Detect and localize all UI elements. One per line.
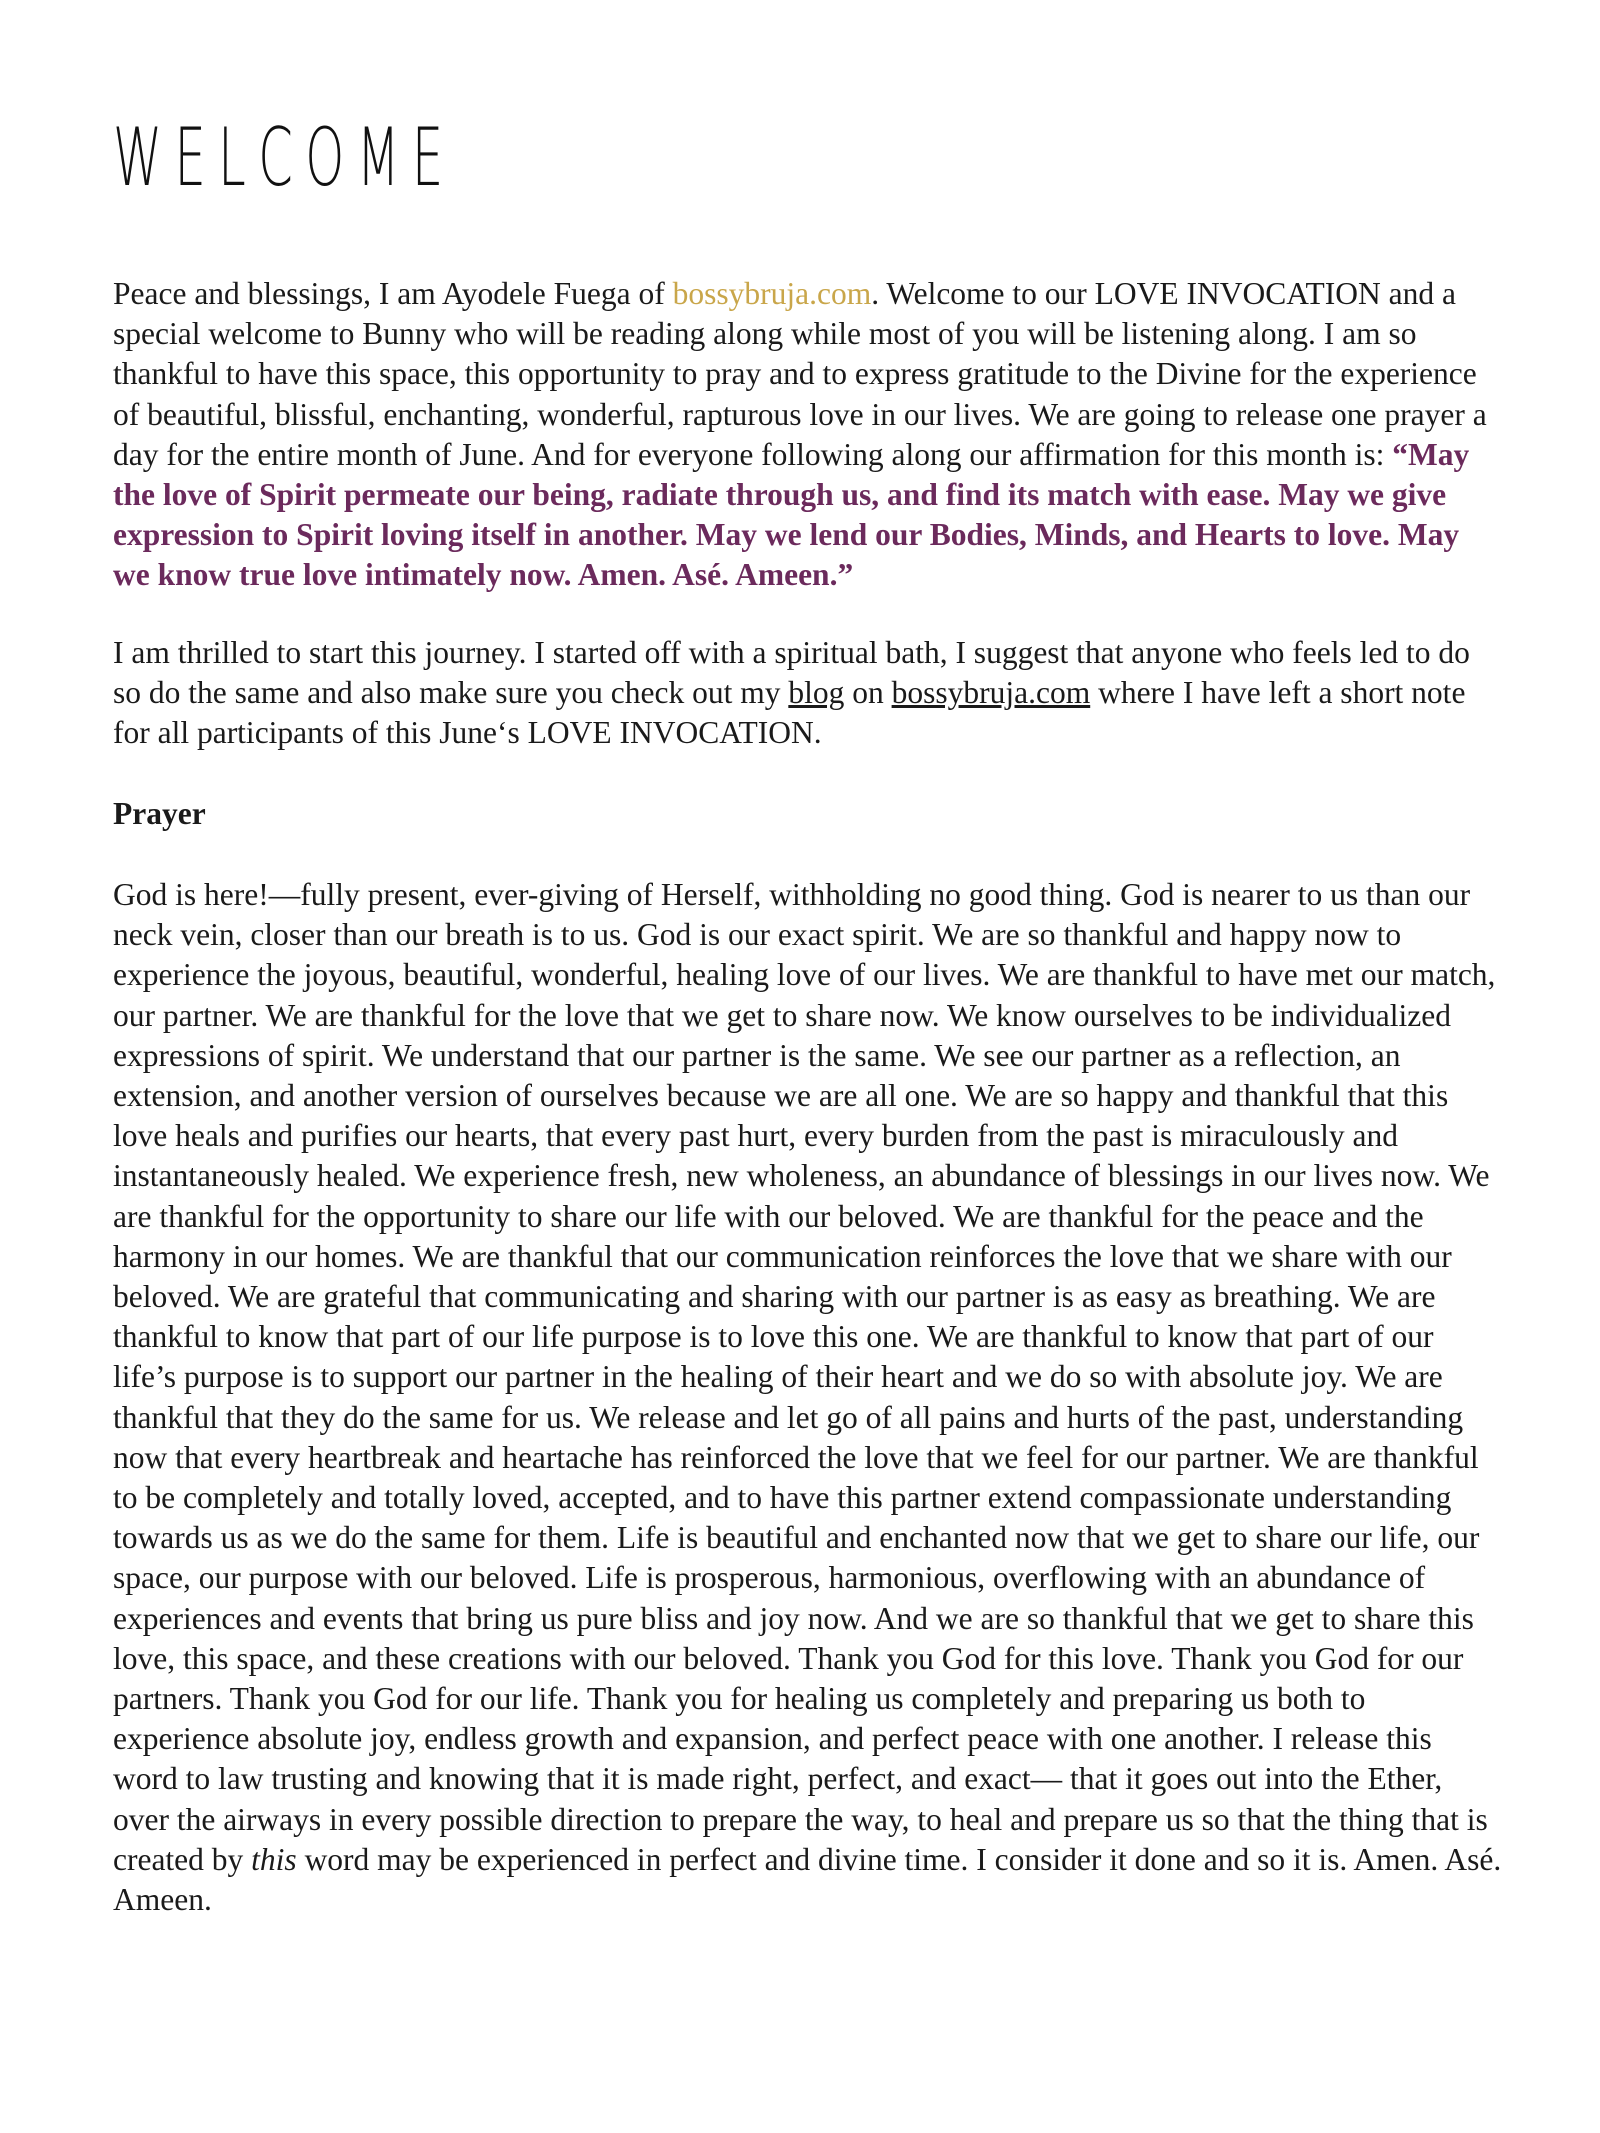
journey-paragraph [113, 633, 1503, 754]
journey-text-start: I am thrilled to start this journey. I started off with a spiritual bath, I suggest that anyone who feels led to do so do the same and also make sure you check out my [113, 635, 1470, 711]
site-name-link[interactable]: bossybruja.com [672, 276, 872, 311]
intro-text-start: Peace and blessings, I am Ayodele Fuega of [113, 276, 673, 311]
journey-text-end: where I have left a short note for all participants of this June‘s LOVE INVOCATION. [113, 675, 1466, 751]
journey-text-on: on [844, 675, 892, 711]
prayer-heading: Prayer [113, 796, 206, 831]
blog-link[interactable]: blog [788, 675, 845, 711]
prayer-text: God is here!—fully present, ever-giving of Herself, withholding no good thing. God is nearer to us than our neck vein, closer than our breath is to us. God is our exact spirit. We are so thankful and happy now to experience the joyous, beautiful, wonderful, healing love of our lives. We are thankful to have met our match, our partner. We are thankful for the love that we get to share now. We know ourselves to be individualized expressions of spirit. We understand that our partner is the same. We see our partner as a reflection, an extension, and another version of ourselves because we are all one. We are so happy and thankful that this love heals and purifies our hearts, that every past hurt, every burden from the past is miraculously and instantaneously healed. We experience fresh, new wholeness, an abundance of blessings in our lives now. We are thankful for the opportunity to share our life with our beloved. We are thankful for the peace and the harmony in our homes. We are thankful that our communication reinforces the love that we share with our beloved. We are grateful that communicating and sharing with our partner is as easy as breathing. We are thankful to know that part of our life purpose is to love this one. We are thankful to know that part of our life’s purpose is to support our partner in the healing of their heart and we do so with absolute joy. We are thankful that they do the same for us. We release and let go of all pains and hurts of the past, understanding now that every heartbreak and heartache has reinforced the love that we feel for our partner. We are thankful to be completely and totally loved, accepted, and to have this partner extend compassionate understanding towards us as we do the same for them. Life is beautiful and enchanted now that we get to share our life, our space, our purpose with our beloved. Life is prosperous, harmonious, overflowing with an abundance of experiences and events that bring us pure bliss and joy now. And we are so thankful that we get to share this love, this space, and these creations with our beloved. Thank you God for this love. Thank you God for our partners. Thank you God for our life. Thank you for healing us completely and preparing us both to experience absolute joy, endless growth and expansion, and perfect peace with one another. I release this word to law trusting and knowing that it is made right, perfect, and exact— that it goes out into the Ether, over the airways in every possible direction to prepare the way, to heal and prepare us so that the thing that is created by [113, 877, 1496, 1877]
bossybruja-link[interactable]: bossybruja.com [891, 675, 1091, 711]
intro-paragraph [113, 274, 1503, 596]
intro-text-continued: . Welcome to our LOVE INVOCATION and a special welcome to Bunny who will be reading along while most of you will be listening along. I am so thankful to have this space, this opportunity to pray and to express gratitude to the Divine for the experience of beautiful, blissful, enchanting, wonderful, rapturous love in our lives. We are going to release one prayer a day for the entire month of June. And for everyone following along our affirmation for this month is: [113, 276, 1487, 472]
affirmation-quote: “May the love of Spirit permeate our being, radiate through us, and find its match with ease. May we give expression to Spirit loving itself in another. May we lend our Bodies, Minds, and Hearts to love. May we know true love intimately now. Amen. Asé. Ameen.” [113, 436, 1470, 593]
prayer-text-end: word may be experienced in perfect and divine time. I consider it done and so it is. Amen. Asé. Ameen. [113, 1841, 1502, 1918]
page-title: WELCOME [113, 111, 456, 204]
prayer-paragraph [113, 875, 1503, 1920]
prayer-emphasis-word: this [251, 1841, 297, 1877]
